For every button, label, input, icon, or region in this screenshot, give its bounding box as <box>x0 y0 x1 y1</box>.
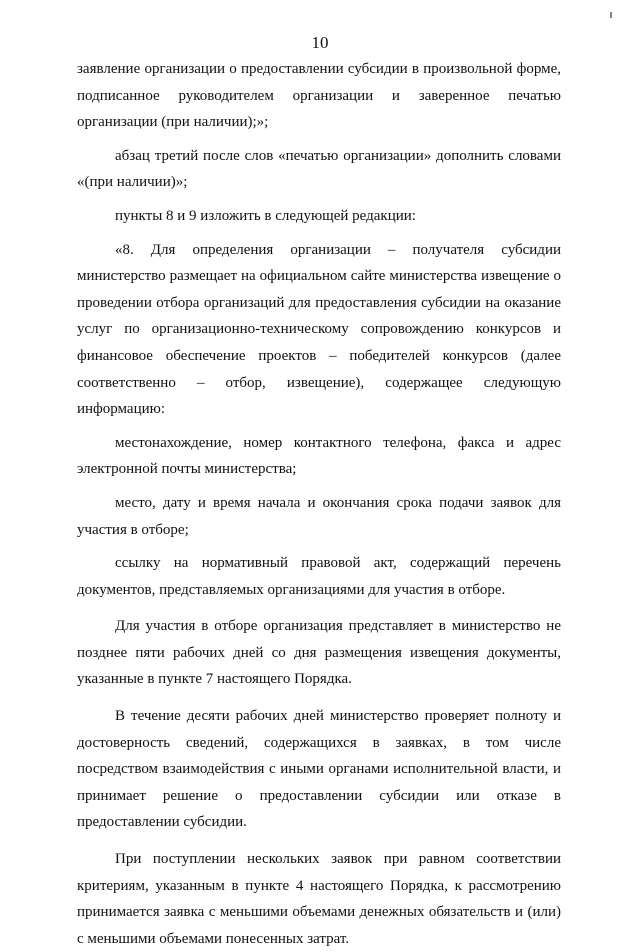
paragraph-multiple-applications: При поступлении нескольких заявок при равном соответствии критериям, указанным в пункте 4 настоящего Порядка, к рассмотрению принимается заявка с меньшими объемами денежных обязательств и (или) с меньшими объемами понесенных затрат. <box>77 851 561 947</box>
scan-speck <box>610 12 612 18</box>
paragraph-third-subparagraph: абзац третий после слов «печатью организации» дополнить словами «(при наличии)»; <box>77 147 561 191</box>
page-number: 10 <box>311 33 329 52</box>
paragraph-item-8: «8. Для определения организации – получателя субсидии министерство размещает на официальном сайте министерства извещение о проведении отбора организаций для предоставления субсидии на оказание услуг по организационно-техническому сопровождению конкурсов и финансовое обеспечение проектов – победителей конкурсов (далее соответственно – отбор, извещение), содержащее следующую информацию: <box>77 241 561 418</box>
paragraph-legal-act: ссылку на нормативный правовой акт, содержащий перечень документов, представляемых организациями для участия в отборе. <box>77 555 561 598</box>
paragraph-participation: Для участия в отборе организация представляет в министерство не позднее пяти рабочих дней со дня размещения извещения документы, указанные в пункте 7 настоящего Порядка. <box>77 618 561 688</box>
document-body <box>77 56 561 952</box>
paragraph-items-8-9: пункты 8 и 9 изложить в следующей редакции: <box>115 207 416 224</box>
paragraph-location: местонахождение, номер контактного телефона, факса и адрес электронной почты министерства; <box>77 434 561 478</box>
paragraph-dates: место, дату и время начала и окончания срока подачи заявок для участия в отборе; <box>77 494 561 538</box>
paragraph-application-form: заявление организации о предоставлении субсидии в произвольной форме, подписанное руководителем организации и заверенное печатью организации (при наличии);»; <box>77 61 561 131</box>
paragraph-review: В течение десяти рабочих дней министерство проверяет полноту и достоверность сведений, содержащихся в заявках, в том числе посредством взаимодействия с иными органами исполнительной власти, и принимает решение о предоставлении субсидии или отказе в предоставлении субсидии. <box>77 708 561 831</box>
